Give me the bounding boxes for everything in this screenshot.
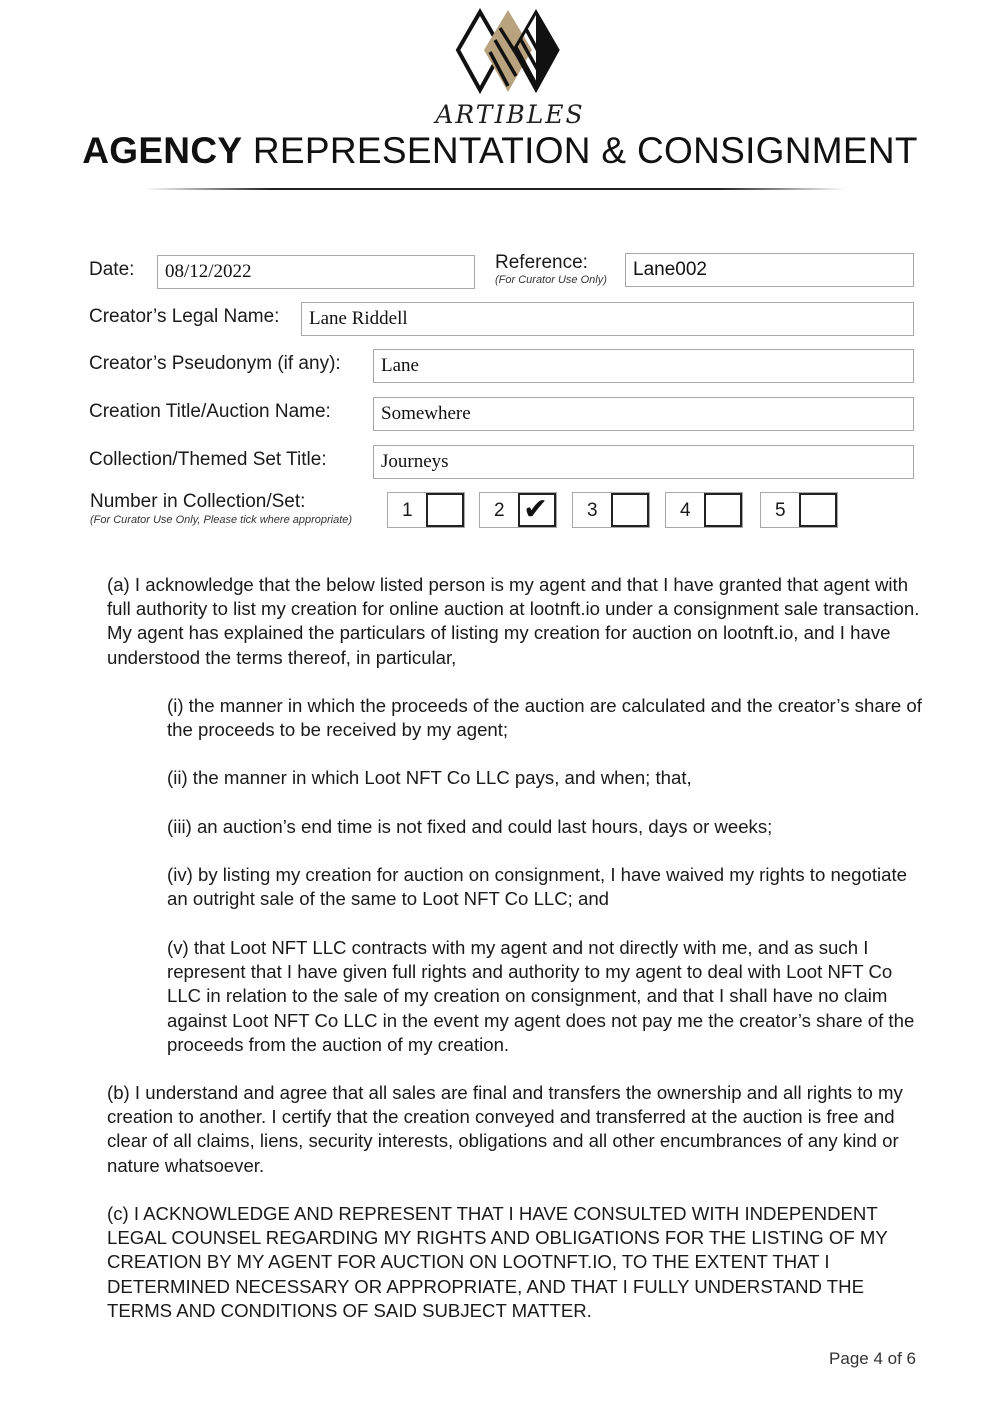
date-label: Date: xyxy=(89,259,135,280)
clause-ii: (ii) the manner in which Loot NFT Co LLC pays, and when; that, xyxy=(167,767,692,788)
set-number-label: 5 xyxy=(775,500,786,521)
set-number-option-3 xyxy=(572,492,650,528)
reference-label: Reference: xyxy=(495,252,588,273)
page-number: Page 4 of 6 xyxy=(829,1349,916,1368)
checkbox-3[interactable] xyxy=(611,493,649,527)
collection-label: Collection/Themed Set Title: xyxy=(89,449,327,470)
legal-name-label: Creator’s Legal Name: xyxy=(89,306,280,327)
creation-title-label: Creation Title/Auction Name: xyxy=(89,401,331,422)
collection-field[interactable]: Journeys xyxy=(373,445,914,479)
number-in-set-label: Number in Collection/Set: xyxy=(90,491,306,512)
checkmark-icon: ✔ xyxy=(523,492,549,527)
set-number-label: 2 xyxy=(494,500,505,521)
set-number-label: 4 xyxy=(680,500,691,521)
legal-name-field[interactable]: Lane Riddell xyxy=(301,302,914,336)
checkbox-1[interactable] xyxy=(426,493,464,527)
set-number-option-1 xyxy=(387,492,465,528)
clause-b: (b) I understand and agree that all sales are final and transfers the ownership and all rights to my creation to another. I certify that the creation conveyed and transferred at the auction is free and clear of all claims, liens, security interests, obligations and all other encumbrances of any kind or nature whatsoever. xyxy=(107,1082,903,1176)
diamond-logo-icon xyxy=(440,4,580,104)
clause-iv: (iv) by listing my creation for auction on consignment, I have waived my rights to negotiate an outright sale of the same to Loot NFT Co LLC; and xyxy=(167,864,907,910)
title-rest: REPRESENTATION & CONSIGNMENT xyxy=(242,130,918,171)
reference-note: (For Curator Use Only) xyxy=(495,274,607,286)
brand-wordmark: ARTIBLES xyxy=(435,100,585,129)
pseudonym-field[interactable]: Lane xyxy=(373,349,914,383)
title-bold: AGENCY xyxy=(82,130,243,171)
document-title xyxy=(0,130,1000,172)
set-number-option-2 xyxy=(479,492,557,528)
reference-field[interactable]: Lane002 xyxy=(625,253,914,287)
set-number-option-5 xyxy=(760,492,838,528)
clause-a: (a) I acknowledge that the below listed person is my agent and that I have granted that agent with full authority to list my creation for online auction at lootnft.io under a consignment sale transaction. My agent has explained the particulars of listing my creation for auction on lootnft.io, and I have understood the terms thereof, in particular, xyxy=(107,574,920,668)
set-number-option-4 xyxy=(665,492,743,528)
set-number-label: 3 xyxy=(587,500,598,521)
checkbox-4[interactable] xyxy=(704,493,742,527)
number-in-set-note: (For Curator Use Only, Please tick where appropriate) xyxy=(90,514,353,526)
clause-i: (i) the manner in which the proceeds of the auction are calculated and the creator’s share of the proceeds to be received by my agent; xyxy=(167,695,922,741)
clause-v: (v) that Loot NFT LLC contracts with my agent and not directly with me, and as such I represent that I have given full rights and authority to my agent to deal with Loot NFT Co LLC in relation to the sale of my creation on consignment, and that I shall have no claim against Loot NFT Co LLC in the event my agent does not pay me the creator’s share of the proceeds from the auction of my creation. xyxy=(167,937,915,1055)
creation-title-field[interactable]: Somewhere xyxy=(373,397,914,431)
set-number-label: 1 xyxy=(402,500,413,521)
title-divider xyxy=(145,188,845,190)
date-field[interactable]: 08/12/2022 xyxy=(157,255,475,289)
clause-iii: (iii) an auction’s end time is not fixed and could last hours, days or weeks; xyxy=(167,816,773,837)
checkbox-2[interactable] xyxy=(518,493,556,527)
checkbox-5[interactable] xyxy=(799,493,837,527)
pseudonym-label: Creator’s Pseudonym (if any): xyxy=(89,353,341,374)
clause-c: (c) I ACKNOWLEDGE AND REPRESENT THAT I HAVE CONSULTED WITH INDEPENDENT LEGAL COUNSEL REGARDING MY RIGHTS AND OBLIGATIONS FOR THE LISTING OF MY CREATION BY MY AGENT FOR AUCTION ON LOOTNFT.IO, TO THE EXTENT THAT I DETERMINED NECESSARY OR APPROPRIATE, AND THAT I FULLY UNDERSTAND THE TERMS AND CONDITIONS OF SAID SUBJECT MATTER. xyxy=(107,1203,888,1321)
